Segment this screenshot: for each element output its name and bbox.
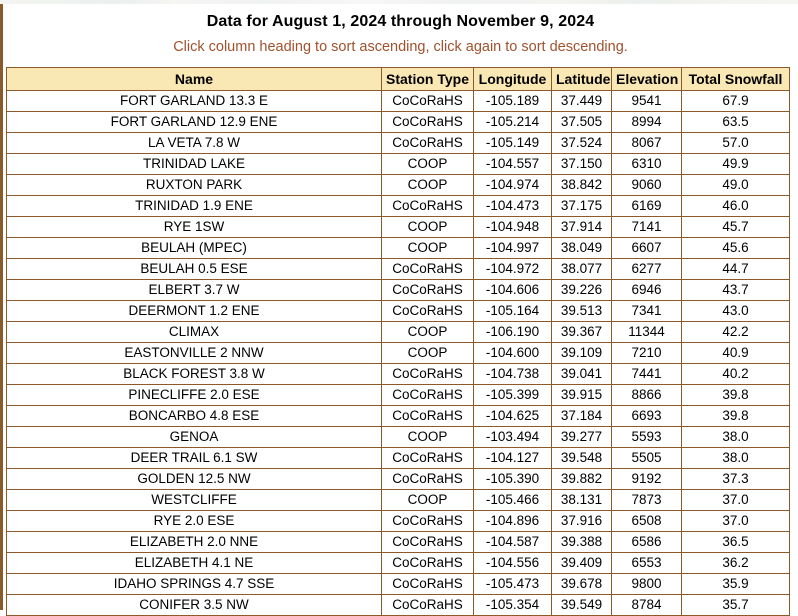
- cell-type: CoCoRaHS: [382, 196, 474, 217]
- table-row: [7, 154, 790, 175]
- cell-name: BEULAH (MPEC): [7, 238, 382, 259]
- cell-snowfall: 38.0: [682, 427, 790, 448]
- cell-longitude: -105.354: [474, 595, 552, 616]
- table-row: [7, 91, 790, 112]
- cell-snowfall: 45.7: [682, 217, 790, 238]
- cell-type: CoCoRaHS: [382, 259, 474, 280]
- cell-latitude: 39.226: [552, 280, 612, 301]
- table-row: [7, 469, 790, 490]
- table-row: [7, 511, 790, 532]
- cell-longitude: -104.972: [474, 259, 552, 280]
- cell-snowfall: 38.0: [682, 448, 790, 469]
- cell-latitude: 37.914: [552, 217, 612, 238]
- cell-name: GOLDEN 12.5 NW: [7, 469, 382, 490]
- sort-instructions: Click column heading to sort ascending, click again to sort descending.: [173, 39, 628, 55]
- cell-name: TRINIDAD 1.9 ENE: [7, 196, 382, 217]
- cell-elevation: 11344: [612, 322, 682, 343]
- cell-name: BLACK FOREST 3.8 W: [7, 364, 382, 385]
- cell-longitude: -104.625: [474, 406, 552, 427]
- cell-name: FORT GARLAND 13.3 E: [7, 91, 382, 112]
- cell-latitude: 39.882: [552, 469, 612, 490]
- cell-longitude: -104.948: [474, 217, 552, 238]
- cell-longitude: -104.974: [474, 175, 552, 196]
- cell-name: PINECLIFFE 2.0 ESE: [7, 385, 382, 406]
- cell-latitude: 39.513: [552, 301, 612, 322]
- cell-name: CONIFER 3.5 NW: [7, 595, 382, 616]
- table-row: [7, 280, 790, 301]
- cell-elevation: 9060: [612, 175, 682, 196]
- cell-snowfall: 40.2: [682, 364, 790, 385]
- cell-name: ELBERT 3.7 W: [7, 280, 382, 301]
- cell-latitude: 37.175: [552, 196, 612, 217]
- cell-latitude: 39.678: [552, 574, 612, 595]
- cell-type: CoCoRaHS: [382, 112, 474, 133]
- table-row: [7, 217, 790, 238]
- table-row: [7, 175, 790, 196]
- cell-type: CoCoRaHS: [382, 91, 474, 112]
- cell-longitude: -104.473: [474, 196, 552, 217]
- cell-latitude: 37.184: [552, 406, 612, 427]
- cell-type: COOP: [382, 154, 474, 175]
- cell-snowfall: 39.8: [682, 385, 790, 406]
- cell-type: CoCoRaHS: [382, 385, 474, 406]
- cell-name: FORT GARLAND 12.9 ENE: [7, 112, 382, 133]
- cell-name: IDAHO SPRINGS 4.7 SSE: [7, 574, 382, 595]
- cell-snowfall: 42.2: [682, 322, 790, 343]
- cell-latitude: 38.131: [552, 490, 612, 511]
- cell-type: CoCoRaHS: [382, 364, 474, 385]
- cell-type: COOP: [382, 238, 474, 259]
- cell-longitude: -104.606: [474, 280, 552, 301]
- cell-snowfall: 67.9: [682, 91, 790, 112]
- cell-elevation: 6277: [612, 259, 682, 280]
- page-header: [3, 4, 798, 56]
- cell-type: CoCoRaHS: [382, 448, 474, 469]
- cell-type: CoCoRaHS: [382, 406, 474, 427]
- cell-longitude: -106.190: [474, 322, 552, 343]
- cell-longitude: -104.557: [474, 154, 552, 175]
- cell-elevation: 6693: [612, 406, 682, 427]
- cell-latitude: 37.524: [552, 133, 612, 154]
- cell-type: COOP: [382, 175, 474, 196]
- cell-elevation: 5593: [612, 427, 682, 448]
- snowfall-data-table: [6, 67, 790, 616]
- cell-type: COOP: [382, 343, 474, 364]
- column-header-name[interactable]: Name: [7, 68, 382, 91]
- cell-elevation: 7210: [612, 343, 682, 364]
- table-header-row-group: [7, 68, 790, 91]
- table-row: [7, 322, 790, 343]
- cell-elevation: 7441: [612, 364, 682, 385]
- table-row: [7, 196, 790, 217]
- cell-snowfall: 43.0: [682, 301, 790, 322]
- cell-elevation: 6169: [612, 196, 682, 217]
- table-row: [7, 532, 790, 553]
- cell-snowfall: 37.3: [682, 469, 790, 490]
- cell-snowfall: 37.0: [682, 511, 790, 532]
- cell-latitude: 38.842: [552, 175, 612, 196]
- cell-name: DEER TRAIL 6.1 SW: [7, 448, 382, 469]
- cell-snowfall: 40.9: [682, 343, 790, 364]
- cell-elevation: 9192: [612, 469, 682, 490]
- cell-elevation: 8067: [612, 133, 682, 154]
- cell-elevation: 6310: [612, 154, 682, 175]
- cell-latitude: 39.409: [552, 553, 612, 574]
- cell-type: CoCoRaHS: [382, 553, 474, 574]
- cell-snowfall: 45.6: [682, 238, 790, 259]
- cell-type: COOP: [382, 322, 474, 343]
- cell-type: CoCoRaHS: [382, 133, 474, 154]
- cell-elevation: 5505: [612, 448, 682, 469]
- cell-snowfall: 35.9: [682, 574, 790, 595]
- cell-longitude: -104.896: [474, 511, 552, 532]
- cell-type: CoCoRaHS: [382, 469, 474, 490]
- cell-type: CoCoRaHS: [382, 511, 474, 532]
- cell-elevation: 6607: [612, 238, 682, 259]
- cell-latitude: 39.277: [552, 427, 612, 448]
- cell-name: DEERMONT 1.2 ENE: [7, 301, 382, 322]
- table-row: [7, 427, 790, 448]
- cell-snowfall: 36.2: [682, 553, 790, 574]
- cell-name: TRINIDAD LAKE: [7, 154, 382, 175]
- cell-longitude: -105.466: [474, 490, 552, 511]
- cell-snowfall: 44.7: [682, 259, 790, 280]
- table-row: [7, 574, 790, 595]
- cell-snowfall: 35.7: [682, 595, 790, 616]
- cell-type: CoCoRaHS: [382, 301, 474, 322]
- cell-snowfall: 43.7: [682, 280, 790, 301]
- column-header-latitude[interactable]: Latitude: [552, 68, 612, 91]
- cell-elevation: 7341: [612, 301, 682, 322]
- cell-elevation: 7141: [612, 217, 682, 238]
- cell-latitude: 39.549: [552, 595, 612, 616]
- cell-longitude: -105.399: [474, 385, 552, 406]
- document-page: [0, 4, 798, 610]
- column-header-longitude[interactable]: Longitude: [474, 68, 552, 91]
- cell-name: EASTONVILLE 2 NNW: [7, 343, 382, 364]
- cell-type: COOP: [382, 217, 474, 238]
- cell-snowfall: 63.5: [682, 112, 790, 133]
- table-row: [7, 406, 790, 427]
- table-row: [7, 301, 790, 322]
- cell-longitude: -105.164: [474, 301, 552, 322]
- cell-longitude: -105.149: [474, 133, 552, 154]
- table-row: [7, 133, 790, 154]
- column-header-elevation[interactable]: Elevation: [612, 68, 682, 91]
- cell-longitude: -104.738: [474, 364, 552, 385]
- table-row: [7, 490, 790, 511]
- table-row: [7, 595, 790, 616]
- cell-name: WESTCLIFFE: [7, 490, 382, 511]
- cell-type: CoCoRaHS: [382, 595, 474, 616]
- cell-latitude: 39.548: [552, 448, 612, 469]
- cell-name: RUXTON PARK: [7, 175, 382, 196]
- cell-longitude: -103.494: [474, 427, 552, 448]
- cell-snowfall: 46.0: [682, 196, 790, 217]
- cell-name: CLIMAX: [7, 322, 382, 343]
- cell-type: CoCoRaHS: [382, 574, 474, 595]
- cell-latitude: 38.049: [552, 238, 612, 259]
- cell-elevation: 7873: [612, 490, 682, 511]
- cell-latitude: 37.449: [552, 91, 612, 112]
- cell-snowfall: 57.0: [682, 133, 790, 154]
- cell-name: ELIZABETH 2.0 NNE: [7, 532, 382, 553]
- cell-latitude: 37.505: [552, 112, 612, 133]
- cell-elevation: 9541: [612, 91, 682, 112]
- table-header-row: [7, 68, 790, 91]
- table-row: [7, 385, 790, 406]
- table-row: [7, 553, 790, 574]
- cell-type: COOP: [382, 490, 474, 511]
- cell-longitude: -105.214: [474, 112, 552, 133]
- cell-name: BONCARBO 4.8 ESE: [7, 406, 382, 427]
- cell-snowfall: 39.8: [682, 406, 790, 427]
- column-header-station-type[interactable]: Station Type: [382, 68, 474, 91]
- table-row: [7, 364, 790, 385]
- column-header-total-snowfall[interactable]: Total Snowfall: [682, 68, 790, 91]
- cell-snowfall: 36.5: [682, 532, 790, 553]
- cell-latitude: 39.915: [552, 385, 612, 406]
- cell-elevation: 8994: [612, 112, 682, 133]
- cell-latitude: 37.916: [552, 511, 612, 532]
- cell-latitude: 39.388: [552, 532, 612, 553]
- table-row: [7, 448, 790, 469]
- cell-longitude: -105.473: [474, 574, 552, 595]
- cell-name: LA VETA 7.8 W: [7, 133, 382, 154]
- cell-elevation: 6586: [612, 532, 682, 553]
- cell-elevation: 9800: [612, 574, 682, 595]
- cell-elevation: 8784: [612, 595, 682, 616]
- cell-snowfall: 49.0: [682, 175, 790, 196]
- cell-type: CoCoRaHS: [382, 532, 474, 553]
- cell-name: ELIZABETH 4.1 NE: [7, 553, 382, 574]
- table-body: [7, 91, 790, 616]
- cell-elevation: 6508: [612, 511, 682, 532]
- cell-latitude: 37.150: [552, 154, 612, 175]
- cell-name: GENOA: [7, 427, 382, 448]
- cell-latitude: 39.041: [552, 364, 612, 385]
- cell-longitude: -105.390: [474, 469, 552, 490]
- cell-longitude: -104.587: [474, 532, 552, 553]
- cell-longitude: -104.127: [474, 448, 552, 469]
- cell-name: RYE 2.0 ESE: [7, 511, 382, 532]
- table-row: [7, 343, 790, 364]
- cell-type: COOP: [382, 427, 474, 448]
- page-title: Data for August 1, 2024 through November 9, 2024: [206, 13, 595, 30]
- table-row: [7, 259, 790, 280]
- cell-longitude: -104.556: [474, 553, 552, 574]
- cell-type: CoCoRaHS: [382, 280, 474, 301]
- cell-longitude: -105.189: [474, 91, 552, 112]
- cell-elevation: 6946: [612, 280, 682, 301]
- cell-longitude: -104.997: [474, 238, 552, 259]
- cell-name: BEULAH 0.5 ESE: [7, 259, 382, 280]
- table-row: [7, 238, 790, 259]
- cell-name: RYE 1SW: [7, 217, 382, 238]
- cell-longitude: -104.600: [474, 343, 552, 364]
- cell-elevation: 8866: [612, 385, 682, 406]
- cell-snowfall: 49.9: [682, 154, 790, 175]
- cell-snowfall: 37.0: [682, 490, 790, 511]
- cell-elevation: 6553: [612, 553, 682, 574]
- cell-latitude: 39.367: [552, 322, 612, 343]
- cell-latitude: 38.077: [552, 259, 612, 280]
- table-row: [7, 112, 790, 133]
- table-container: [3, 67, 798, 616]
- cell-latitude: 39.109: [552, 343, 612, 364]
